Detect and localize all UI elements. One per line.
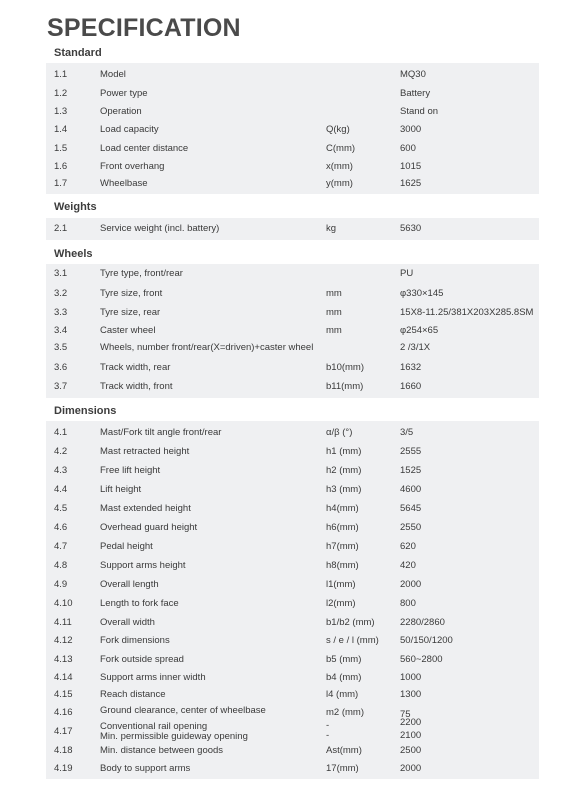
row-number: 3.6 xyxy=(54,362,68,373)
row-number: 3.7 xyxy=(54,381,68,392)
row-name: Pedal height xyxy=(100,541,153,552)
row-value: 2 /3/1X xyxy=(400,342,431,353)
row-value: 600 xyxy=(400,143,416,154)
row-value: 4600 xyxy=(400,484,422,495)
row-unit: h7(mm) xyxy=(326,541,359,552)
row-number: 3.2 xyxy=(54,288,68,299)
row-value: Stand on xyxy=(400,106,439,117)
row-unit: kg xyxy=(326,223,337,234)
section-heading-weights: Weights xyxy=(54,201,97,213)
row-name: Model xyxy=(100,69,126,80)
row-value: 3/5 xyxy=(400,427,414,438)
row-name: Conventional rail opening xyxy=(100,721,208,732)
row-unit: b1/b2 (mm) xyxy=(326,617,375,628)
row-name: Load capacity xyxy=(100,124,159,135)
section-heading-standard: Standard xyxy=(54,47,102,59)
row-number: 4.12 xyxy=(54,635,73,646)
row-unit: l4 (mm) xyxy=(326,689,359,700)
section-heading-wheels: Wheels xyxy=(54,248,93,260)
row-name: Wheelbase xyxy=(100,178,148,189)
row-value: 1660 xyxy=(400,381,422,392)
row-name-secondary: Min. permissible guideway opening xyxy=(100,731,248,742)
row-name: Mast/Fork tilt angle front/rear xyxy=(100,427,222,438)
row-value-secondary: 2100 xyxy=(400,730,422,741)
row-unit: h4(mm) xyxy=(326,503,359,514)
row-number: 3.3 xyxy=(54,307,68,318)
row-unit: - xyxy=(326,720,330,731)
row-value: 560~2800 xyxy=(400,654,443,665)
row-unit: h3 (mm) xyxy=(326,484,362,495)
page-title: SPECIFICATION xyxy=(47,14,241,42)
row-unit: b10(mm) xyxy=(326,362,365,373)
row-unit: mm xyxy=(326,307,342,318)
row-name: Power type xyxy=(100,88,148,99)
row-value: 2550 xyxy=(400,522,422,533)
row-number: 3.5 xyxy=(54,342,68,353)
row-number: 4.11 xyxy=(54,617,72,628)
row-number: 4.17 xyxy=(54,726,73,737)
row-unit: 17(mm) xyxy=(326,763,359,774)
row-number: 1.2 xyxy=(54,88,68,99)
weights-table xyxy=(46,218,539,240)
row-name: Overall length xyxy=(100,579,159,590)
row-value: 1000 xyxy=(400,672,422,683)
row-value: φ254×65 xyxy=(400,325,439,336)
row-unit: b11(mm) xyxy=(326,381,364,392)
row-name: Fork outside spread xyxy=(100,654,184,665)
row-name: Tyre size, front xyxy=(100,288,163,299)
row-value: 2000 xyxy=(400,763,422,774)
row-name: Body to support arms xyxy=(100,763,191,774)
row-number: 1.6 xyxy=(54,161,68,172)
row-unit: Q(kg) xyxy=(326,124,350,135)
row-value: φ330×145 xyxy=(400,288,444,299)
row-value: 2500 xyxy=(400,745,422,756)
row-value: 1015 xyxy=(400,161,422,172)
row-name: Mast retracted height xyxy=(100,446,190,457)
row-name: Overhead guard height xyxy=(100,522,198,533)
row-number: 1.4 xyxy=(54,124,68,135)
row-value: Battery xyxy=(400,88,431,99)
row-number: 4.3 xyxy=(54,465,68,476)
row-value: 75 xyxy=(400,709,411,720)
row-name: Support arms height xyxy=(100,560,186,571)
row-name: Load center distance xyxy=(100,143,189,154)
row-unit: b4 (mm) xyxy=(326,672,362,683)
row-unit: s / e / l (mm) xyxy=(326,635,379,646)
row-unit: mm xyxy=(326,288,342,299)
row-number: 3.4 xyxy=(54,325,68,336)
row-number: 4.5 xyxy=(54,503,68,514)
row-number: 4.4 xyxy=(54,484,68,495)
row-value: PU xyxy=(400,268,414,279)
row-value: 1525 xyxy=(400,465,422,476)
row-name: Track width, rear xyxy=(100,362,171,373)
row-value: MQ30 xyxy=(400,69,426,80)
row-value: 5630 xyxy=(400,223,422,234)
row-name: Tyre size, rear xyxy=(100,307,161,318)
row-value: 420 xyxy=(400,560,416,571)
row-name: Support arms inner width xyxy=(100,672,206,683)
row-number: 4.2 xyxy=(54,446,68,457)
row-number: 4.13 xyxy=(54,654,73,665)
row-unit: mm xyxy=(326,325,342,336)
row-number: 4.6 xyxy=(54,522,68,533)
row-number: 4.14 xyxy=(54,672,73,683)
row-name: Free lift height xyxy=(100,465,161,476)
row-name: Fork dimensions xyxy=(100,635,170,646)
row-name: Reach distance xyxy=(100,689,166,700)
row-unit: h2 (mm) xyxy=(326,465,362,476)
row-number: 1.7 xyxy=(54,178,68,189)
row-value: 1632 xyxy=(400,362,422,373)
row-number: 4.9 xyxy=(54,579,68,590)
row-value: 2200 xyxy=(400,717,422,728)
row-value: 5645 xyxy=(400,503,422,514)
row-number: 1.1 xyxy=(54,69,68,80)
row-name: Min. distance between goods xyxy=(100,745,224,756)
row-unit: y(mm) xyxy=(326,178,353,189)
row-value: 15X8-11.25/381X203X285.8SM xyxy=(400,307,534,318)
row-name: Ground clearance, center of wheelbase xyxy=(100,705,266,716)
row-number: 4.15 xyxy=(54,689,73,700)
row-value: 1300 xyxy=(400,689,422,700)
row-number: 4.8 xyxy=(54,560,68,571)
row-name: Caster wheel xyxy=(100,325,156,336)
row-name: Service weight (incl. battery) xyxy=(100,223,220,234)
row-unit: x(mm) xyxy=(326,161,353,172)
row-value: 2000 xyxy=(400,579,422,590)
row-value: 1625 xyxy=(400,178,422,189)
row-unit: h6(mm) xyxy=(326,522,359,533)
row-value: 3000 xyxy=(400,124,422,135)
row-value: 50/150/1200 xyxy=(400,635,453,646)
row-name: Front overhang xyxy=(100,161,165,172)
row-unit: C(mm) xyxy=(326,143,356,154)
row-value: 800 xyxy=(400,598,416,609)
row-name: Track width, front xyxy=(100,381,173,392)
row-unit-secondary: - xyxy=(326,730,330,741)
row-unit: l2(mm) xyxy=(326,598,356,609)
row-number: 3.1 xyxy=(54,268,68,279)
row-name: Mast extended height xyxy=(100,503,191,514)
row-name: Length to fork face xyxy=(100,598,179,609)
row-number: 1.3 xyxy=(54,106,68,117)
row-unit: l1(mm) xyxy=(326,579,356,590)
row-unit: h1 (mm) xyxy=(326,446,362,457)
standard-table xyxy=(46,63,539,194)
row-number: 4.10 xyxy=(54,598,73,609)
table-row xyxy=(46,717,539,743)
row-name: Overall width xyxy=(100,617,155,628)
row-number: 4.16 xyxy=(54,707,73,718)
row-unit: α/β (°) xyxy=(326,427,353,438)
row-value: 2555 xyxy=(400,446,422,457)
row-name: Operation xyxy=(100,106,142,117)
wheels-table xyxy=(46,264,539,398)
row-value: 620 xyxy=(400,541,416,552)
row-number: 1.5 xyxy=(54,143,68,154)
row-number: 4.7 xyxy=(54,541,68,552)
row-unit: m2 (mm) xyxy=(326,707,364,718)
row-number: 4.1 xyxy=(54,427,68,438)
row-unit: Ast(mm) xyxy=(326,745,362,756)
section-heading-dimensions: Dimensions xyxy=(54,405,117,417)
row-name: Tyre type, front/rear xyxy=(100,268,183,279)
dimensions-table xyxy=(46,421,539,779)
row-number: 4.19 xyxy=(54,763,73,774)
row-number: 4.18 xyxy=(54,745,73,756)
row-name: Wheels, number front/rear(X=driven)+caster wheel xyxy=(100,342,314,353)
row-number: 2.1 xyxy=(54,223,68,234)
row-unit: b5 (mm) xyxy=(326,654,362,665)
row-unit: h8(mm) xyxy=(326,560,359,571)
row-value: 2280/2860 xyxy=(400,617,445,628)
row-name: Lift height xyxy=(100,484,142,495)
